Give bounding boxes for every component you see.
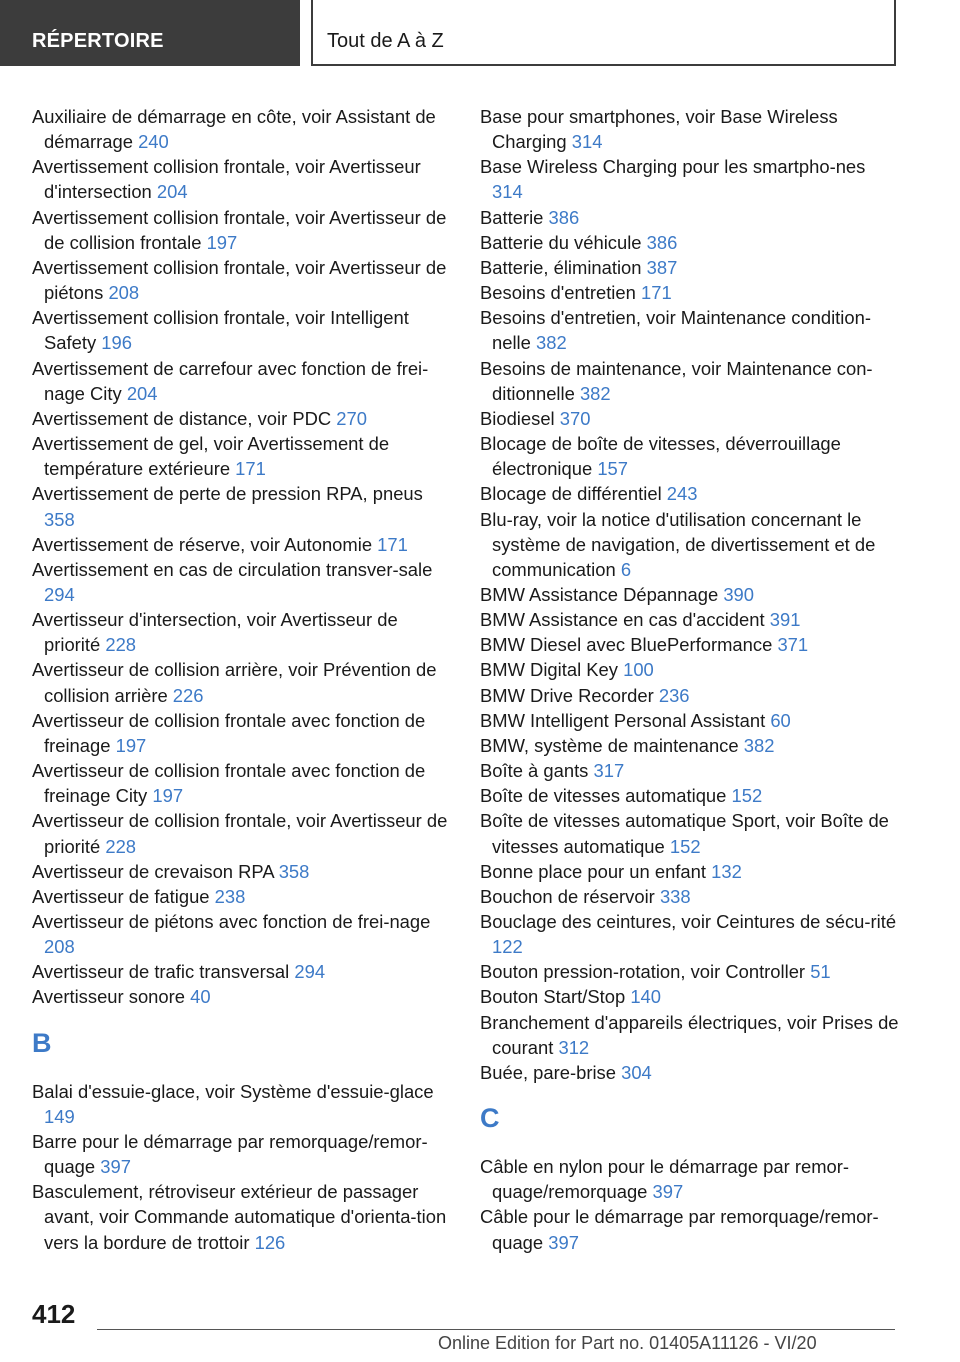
entry-term: Câble pour le démarrage par remorquage/remor‐quage [480,1206,879,1253]
page-number: 412 [32,1299,76,1329]
index-column-left [32,104,452,1255]
entry-term: Base Wireless Charging pour les smartpho‐nes [480,156,866,178]
index-entry [32,758,452,808]
index-entry [480,884,900,909]
entry-term: Avertisseur de trafic transversal [32,961,290,983]
page-reference-link[interactable]: 370 [559,407,591,429]
index-entry [32,154,452,204]
page-reference-link[interactable]: 314 [492,181,523,203]
page-reference-link[interactable]: 371 [777,634,809,656]
page-reference-link[interactable]: 208 [108,282,140,304]
entry-term: Avertisseur sonore [32,986,185,1008]
index-entry [480,859,900,884]
index-entry [480,507,900,582]
entry-term: Batterie, élimination [480,256,642,278]
entry-term: Bonne place pour un enfant [480,860,706,882]
index-entry [32,984,452,1009]
index-entry [32,607,452,657]
index-entry [480,758,900,783]
index-entry [32,859,452,884]
entry-term: Avertisseur de collision frontale avec fonction de freinage City [32,760,426,807]
page-reference-link[interactable]: 386 [548,206,580,228]
entry-term: BMW, système de maintenance [480,734,739,756]
page-reference-link[interactable]: 314 [571,131,603,153]
page-reference-link[interactable]: 226 [172,684,204,706]
page-reference-link[interactable]: 152 [669,835,701,857]
page-reference-link[interactable]: 132 [711,860,742,882]
index-entry [32,305,452,355]
entry-term: Avertisseur de collision frontale avec fonction de freinage [32,709,426,756]
index-entry [32,884,452,909]
index-entry [480,305,900,355]
page-reference-link[interactable]: 149 [44,1105,75,1127]
entry-term: Blocage de boîte de vitesses, déverrouillage électronique [480,433,841,480]
index-entry [480,431,900,481]
index-column-right [480,104,900,1255]
index-entry [32,557,452,607]
index-entry [480,154,900,204]
index-entry [480,406,900,431]
section-letter-c: C [480,1103,500,1134]
entry-term: Biodiesel [480,407,555,429]
page-reference-link[interactable]: 197 [152,785,184,807]
page-reference-link[interactable]: 240 [138,131,169,153]
page-reference-link[interactable]: 304 [621,1061,652,1083]
entries-a [32,104,452,1010]
index-entry [32,406,452,431]
index-entry [480,280,900,305]
entry-term: BMW Assistance en cas d'accident [480,609,765,631]
page-reference-link[interactable]: 140 [630,986,661,1008]
entry-term: Câble en nylon pour le démarrage par remor‐quage/remorquage [480,1156,850,1203]
page-reference-link[interactable]: 243 [666,483,698,505]
page-reference-link[interactable]: 228 [105,634,137,656]
entry-term: Avertissement de gel, voir Avertissement de température extérieure [32,433,390,480]
entry-term: Blocage de différentiel [480,483,662,505]
entry-term: Boîte de vitesses automatique Sport, voir Boîte de vitesses automatique [480,810,889,857]
entry-term: Avertissement de distance, voir PDC [32,407,332,429]
index-entry [480,481,900,506]
page-reference-link[interactable]: 358 [278,860,310,882]
index-entry [32,909,452,959]
index-entry [480,808,900,858]
page-reference-link[interactable]: 171 [640,282,672,304]
page-reference-link[interactable]: 171 [235,458,266,480]
index-entry [32,1179,452,1254]
edition-note: Online Edition for Part no. 01405A11126 - VI/20 [438,1333,817,1353]
page-reference-link[interactable]: 208 [44,936,75,958]
page-reference-link[interactable]: 100 [623,659,654,681]
index-entry [480,607,900,632]
entry-term: Barre pour le démarrage par remorquage/remor‐quage [32,1130,428,1178]
index-entry [480,909,900,959]
entry-term: Avertissement de carrefour avec fonction de frei‐nage City [32,357,429,404]
entry-term: Bouton pression-rotation, voir Controller [480,961,806,983]
index-entry [480,683,900,708]
index-entry [480,984,900,1009]
page-reference-link[interactable]: 317 [593,760,625,782]
entry-term: Bouchon de réservoir [480,885,655,907]
entry-term: BMW Digital Key [480,659,618,681]
entry-term: Avertissement collision frontale, voir Intelligent Safety [32,307,409,354]
index-entry [32,481,452,531]
page-reference-link[interactable]: 157 [597,458,629,480]
entry-term: BMW Assistance Dépannage [480,583,719,605]
page-reference-link[interactable]: 197 [115,734,147,756]
entry-term: Avertissement de réserve, voir Autonomie [32,533,373,555]
entry-term: Branchement d'appareils électriques, voir Prises de courant [480,1011,899,1058]
entry-term: Bouclage des ceintures, voir Ceintures de sécu‐rité [480,911,897,932]
index-entry [32,532,452,557]
page-reference-link[interactable]: 391 [769,609,801,631]
entry-term: Avertissement de perte de pression RPA, pneus [32,483,423,505]
index-entry [480,1154,900,1204]
index-entry [480,230,900,255]
index-entry [32,431,452,481]
index-entry [480,1204,900,1254]
page-reference-link[interactable]: 204 [126,382,158,404]
page-reference-link[interactable]: 204 [156,181,188,203]
index-entry [480,205,900,230]
page-reference-link[interactable]: 312 [558,1036,590,1058]
page-title: Tout de A à Z [311,0,896,66]
index-entry [32,708,452,758]
index-entry [32,808,452,858]
entries-b-continued [480,104,900,1085]
page-reference-link[interactable]: 122 [492,936,523,958]
index-entry [32,959,452,984]
entries-c [480,1154,900,1255]
index-entry [480,1010,900,1060]
page-reference-link[interactable]: 126 [254,1231,286,1253]
page-reference-link[interactable]: 196 [101,332,132,354]
index-entry [32,356,452,406]
page-reference-link[interactable]: 382 [743,734,775,756]
page-reference-link[interactable]: 382 [579,382,611,404]
footer-divider [97,1329,895,1330]
entry-term: Avertisseur de crevaison RPA [32,860,274,882]
entry-term: Boîte de vitesses automatique [480,785,727,807]
page-reference-link[interactable]: 358 [44,508,75,530]
entry-term: Besoins d'entretien [480,282,636,304]
entry-term: Avertisseur de fatigue [32,885,210,907]
page-reference-link[interactable]: 387 [646,256,678,278]
page-reference-link[interactable]: 40 [190,986,211,1008]
entry-term: Avertisseur d'intersection, voir Avertisseur de priorité [32,609,398,656]
page-reference-link[interactable]: 236 [658,684,690,706]
page-header [0,0,960,66]
index-entry [480,959,900,984]
index-entry [480,657,900,682]
entry-term: Auxiliaire de démarrage en côte, voir Assistant de démarrage [32,106,436,153]
page-reference-link[interactable]: 171 [377,533,408,555]
entry-term: BMW Diesel avec BluePerformance [480,634,773,656]
entry-term: BMW Drive Recorder [480,684,654,706]
page-reference-link[interactable]: 397 [548,1231,579,1253]
entry-term: Batterie [480,206,544,228]
entry-term: BMW Intelligent Personal Assistant [480,709,766,731]
entry-term: Batterie du véhicule [480,231,642,253]
section-letter-b: B [32,1027,52,1058]
entries-b [32,1079,452,1255]
entry-term: Basculement, rétroviseur extérieur de passager avant, voir Commande automatique d'orienta‐tion vers la bordure de trottoir [32,1181,447,1253]
index-entry [32,1129,452,1179]
page-reference-link[interactable]: 152 [731,785,763,807]
index-entry [480,708,900,733]
entry-term: Base pour smartphones, voir Base Wireless Charging [480,106,838,153]
index-entry [480,356,900,406]
entry-term: Avertisseur de collision frontale, voir Avertisseur de priorité [32,810,448,857]
page-reference-link[interactable]: 390 [723,583,754,605]
entry-term: Avertissement collision frontale, voir Avertisseur de piétons [32,256,447,304]
index-entry [32,657,452,707]
entry-term: Balai d'essuie-glace, voir Système d'essuie-glace [32,1080,434,1102]
page-reference-link[interactable]: 338 [659,885,691,907]
page-reference-link[interactable]: 382 [535,332,567,354]
entry-term: Avertisseur de piétons avec fonction de frei‐nage [32,911,431,932]
index-entry [480,255,900,280]
index-entry [32,255,452,305]
page-reference-link[interactable]: 238 [214,885,246,907]
section-tab[interactable]: RÉPERTOIRE [0,0,300,66]
entry-term: Blu-ray, voir la notice d'utilisation concernant le système de navigation, de divertissement et de communication [480,508,876,580]
page-reference-link[interactable]: 397 [652,1181,684,1203]
entry-term: Buée, pare-brise [480,1061,616,1083]
page-reference-link[interactable]: 397 [100,1156,131,1178]
page-reference-link[interactable]: 197 [206,231,238,253]
index-entry [32,205,452,255]
index-entry [480,783,900,808]
page-reference-link[interactable]: 51 [810,961,831,983]
page-reference-link[interactable]: 60 [770,709,791,731]
entry-term: Avertissement collision frontale, voir Avertisseur d'intersection [32,156,421,203]
entry-term: Avertissement collision frontale, voir Avertisseur de de collision frontale [32,206,447,253]
index-entry [480,1060,900,1085]
index-entry [480,582,900,607]
page-reference-link[interactable]: 294 [294,961,326,983]
entry-term: Avertisseur de collision arrière, voir Prévention de collision arrière [32,659,437,706]
entry-term: Bouton Start/Stop [480,986,626,1008]
entry-term: Besoins de maintenance, voir Maintenance con‐ditionnelle [480,357,873,404]
page-reference-link[interactable]: 228 [105,835,137,857]
page-reference-link[interactable]: 294 [44,583,75,605]
index-entry [480,733,900,758]
entry-term: Boîte à gants [480,760,589,782]
index-entry [480,104,900,154]
page-reference-link[interactable]: 386 [646,231,678,253]
entry-term: Besoins d'entretien, voir Maintenance condition‐nelle [480,307,871,354]
index-entry [480,632,900,657]
index-entry [32,104,452,154]
index-entry [32,1079,452,1129]
page-reference-link[interactable]: 6 [620,558,632,580]
entry-term: Avertissement en cas de circulation transver‐sale [32,558,433,580]
page-reference-link[interactable]: 270 [336,407,367,429]
